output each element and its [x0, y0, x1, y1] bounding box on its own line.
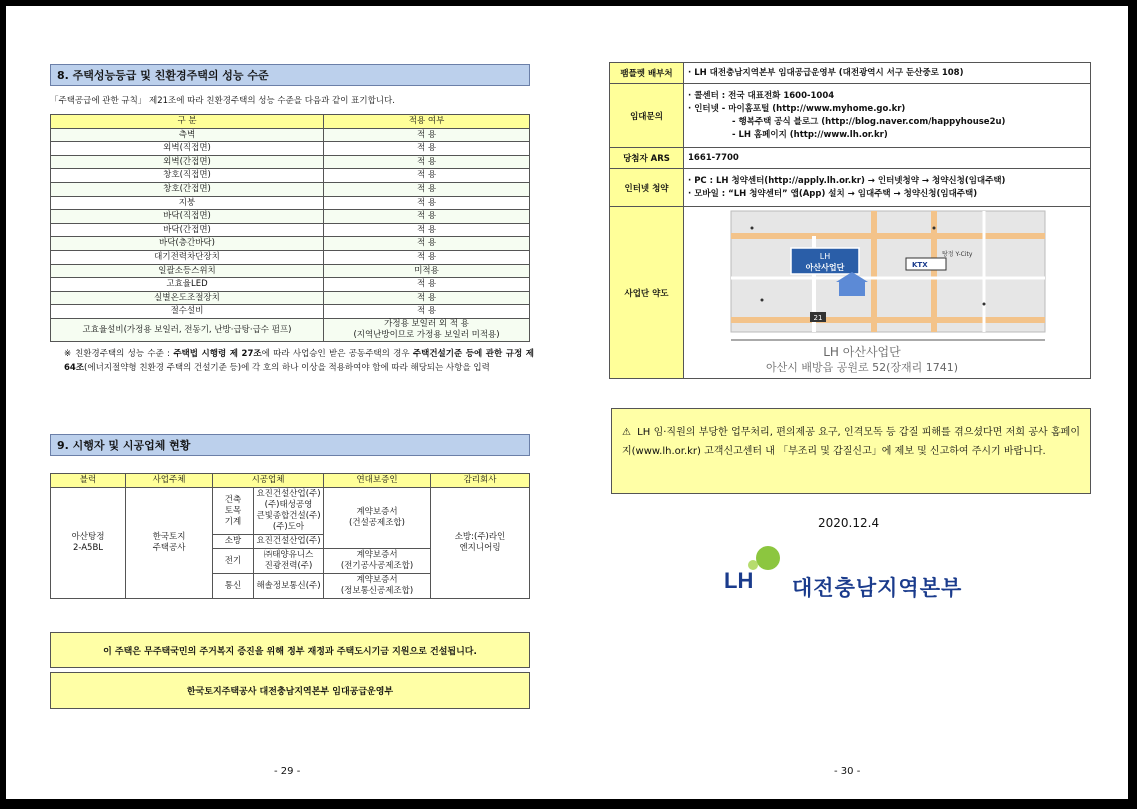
- section-9-header: [50, 434, 530, 456]
- table-row: [51, 210, 530, 224]
- table-row: [51, 223, 530, 237]
- perf-cell-applied: 적 용: [324, 291, 530, 305]
- map-caption-address: 아산시 배방읍 공원로 52(장재리 1741): [765, 360, 959, 374]
- funding-banner-text: 이 주택은 무주택국민의 주거복지 증진을 위해 정부 재정과 주택도시기금 지원으로 건설됩니다.: [103, 646, 477, 657]
- label-inquiry: 임대문의: [610, 84, 684, 148]
- perf-cell-applied: 적 용: [324, 250, 530, 264]
- table-row: [610, 207, 1091, 379]
- guarantor-telecom: [324, 574, 431, 599]
- perf-cell-applied: 미적용: [324, 264, 530, 278]
- perf-cell-category: 고효율LED: [51, 278, 324, 292]
- perf-cell-applied: 적 용: [324, 237, 530, 251]
- guarantor-3b: (전기공사공제조합): [340, 561, 414, 571]
- table-row: [51, 169, 530, 183]
- label-ars: 당첨자 ARS: [610, 148, 684, 169]
- table-row: [51, 237, 530, 251]
- lh-logo-circle-large: [756, 546, 780, 570]
- builder-fire: 요진건설산업(주): [254, 535, 324, 549]
- table-row: [51, 128, 530, 142]
- location-map: [684, 208, 1090, 378]
- value-ars: 1661-7700: [684, 148, 1091, 169]
- cont-header-block: 블럭: [51, 474, 126, 488]
- cont-header-guarantor: 연대보증인: [324, 474, 431, 488]
- table-row: [610, 63, 1091, 84]
- map-ktx-label: KTX: [912, 260, 928, 269]
- performance-table: [50, 114, 530, 342]
- label-pamphlet: 팸플렛 배부처: [610, 63, 684, 84]
- map-badge-lh: LH: [819, 251, 831, 261]
- map-badge-name: 아산사업단: [805, 262, 845, 272]
- perf-note: [64, 347, 534, 375]
- online-mobile: · 모바일 : “LH 청약센터” 앱(App) 설치 → 임대주택 → 청약신청(임대주택): [688, 188, 978, 199]
- builder-2: (주)태성공영: [264, 500, 313, 510]
- note-bold-2: 주택건설기준 등에 관한 규정 제 64조: [64, 349, 534, 373]
- funding-banner: [50, 632, 530, 668]
- map-caption-title: LH 아산사업단: [823, 344, 901, 359]
- section-8-intro: 「주택공급에 관한 규칙」 제21조에 따라 친환경주택의 성능 수준을 다음과 같이 표기합니다.: [50, 96, 395, 106]
- perf-cell-applied: 적 용: [324, 223, 530, 237]
- perf-cell-applied: 적 용: [324, 142, 530, 156]
- owner-cell: [126, 488, 213, 599]
- organization-name: 대전충남지역본부: [792, 576, 963, 600]
- table-row: [51, 142, 530, 156]
- cont-header-owner: 사업주체: [126, 474, 213, 488]
- builder-electric-1: ㈜태양유니스: [263, 550, 314, 560]
- table-row: [51, 264, 530, 278]
- perf-last-value: [324, 318, 530, 341]
- perf-cell-category: 창호(직접면): [51, 169, 324, 183]
- perf-cell-category: 바닥(직접면): [51, 210, 324, 224]
- builder-3: 큰빛종합건설(주): [256, 511, 321, 521]
- perf-cell-category: 바닥(층간바닥): [51, 237, 324, 251]
- table-row: [51, 250, 530, 264]
- supervisor-name-2: 엔지니어링: [459, 543, 501, 553]
- department-banner-text: 한국토지주택공사 대전충남지역본부 임대공급운영부: [186, 687, 394, 697]
- guarantor-4b: (정보통신공제조합): [340, 586, 414, 596]
- perf-cell-category: 대기전력차단장치: [51, 250, 324, 264]
- perf-cell-category: 창호(간접면): [51, 182, 324, 196]
- document-sheet: [6, 6, 1128, 799]
- note-text-2: 에 따라 사업승인 받은 공동주택의 경우: [261, 349, 413, 359]
- perf-cell-category: 바닥(간접면): [51, 223, 324, 237]
- perf-cell-applied: 적 용: [324, 196, 530, 210]
- cat-1b: 토목: [224, 505, 242, 516]
- cont-header-builder: 시공업체: [213, 474, 324, 488]
- inquiry-callcenter: · 콜센터 : 전국 대표전화 1600-1004: [688, 90, 835, 101]
- perf-last-value-1: 가정용 보일러 외 적 용: [384, 318, 469, 329]
- owner-name: 한국토지: [152, 532, 186, 542]
- table-row: [610, 169, 1091, 207]
- table-row: [51, 291, 530, 305]
- note-mark: ※: [64, 349, 72, 359]
- perf-cell-applied: 적 용: [324, 210, 530, 224]
- section-8-header: [50, 64, 530, 86]
- note-text-3: (에너지절약형 친환경 주택의 건설기준 등)에 각 호의 하나 이상을 적용하여야 함에 따라 해당되는 사항을 입력: [84, 363, 490, 373]
- guarantor-1b: (건설공제조합): [349, 518, 405, 528]
- cat-construction: [213, 488, 254, 535]
- section-8-title: 8. 주택성능등급 및 친환경주택의 성능 수준: [57, 69, 269, 82]
- note-text-1: 친환경주택의 성능 수준 :: [75, 349, 174, 359]
- perf-cell-category: 외벽(간접면): [51, 155, 324, 169]
- cat-telecom: 통신: [213, 574, 254, 599]
- supervisor-cell: [431, 488, 530, 599]
- supervisor-name: 소방:(주)라인: [454, 532, 506, 542]
- guarantor-1: 계약보증서: [356, 507, 398, 517]
- builder-electric-2: 진광전력(주): [264, 561, 313, 571]
- perf-header-applied: 적용 여부: [324, 115, 530, 129]
- perf-cell-applied: 적 용: [324, 278, 530, 292]
- map-route-label: 21: [813, 313, 823, 322]
- builder-4: (주)도아: [272, 522, 305, 532]
- table-row: [51, 488, 530, 535]
- label-map: 사업단 약도: [610, 207, 684, 379]
- table-row: [610, 84, 1091, 148]
- perf-cell-category: 실별온도조절장치: [51, 291, 324, 305]
- cat-fire: 소방: [213, 535, 254, 549]
- perf-cell-category: 측벽: [51, 128, 324, 142]
- inquiry-homepage: - LH 홈페이지 (http://www.lh.or.kr): [732, 129, 888, 140]
- label-online: 인터넷 청약: [610, 169, 684, 207]
- lh-logo: [724, 546, 794, 596]
- note-bold-1: 주택법 시행령 제 27조: [173, 349, 262, 359]
- guarantor-4: 계약보증서: [356, 575, 398, 585]
- guarantor-construction: [324, 488, 431, 549]
- lh-logo-text: LH: [724, 568, 754, 593]
- inquiry-myhome: · 인터넷 - 마이홈포털 (http://www.myhome.go.kr): [688, 103, 906, 114]
- section-9-title: 9. 시행자 및 시공업체 현황: [57, 439, 191, 452]
- online-pc: · PC : LH 청약센터(http://apply.lh.or.kr) → 인터넷청약 → 청약신청(임대주택): [688, 175, 1006, 186]
- perf-cell-applied: 적 용: [324, 305, 530, 319]
- builders-construction: [254, 488, 324, 535]
- perf-cell-category: 지붕: [51, 196, 324, 210]
- value-pamphlet: · LH 대전충남지역본부 임대공급운영부 (대전광역시 서구 둔산중로 108): [684, 63, 1091, 84]
- perf-cell-category: 일괄소등스위치: [51, 264, 324, 278]
- perf-last-label: 고효율설비(가정용 보일러, 전동기, 난방·급탕·급수 펌프): [51, 318, 324, 341]
- inquiry-blog: - 행복주택 공식 블로그 (http://blog.naver.com/happyhouse2u): [732, 116, 1006, 127]
- info-table: [609, 62, 1091, 379]
- table-row: [51, 182, 530, 196]
- table-row: [51, 155, 530, 169]
- perf-cell-category: 외벽(직접면): [51, 142, 324, 156]
- map-ycity-label: 탕정 Y-City: [942, 250, 973, 258]
- guarantor-3: 계약보증서: [356, 550, 398, 560]
- warning-box: [611, 408, 1091, 494]
- contractor-table: [50, 473, 530, 599]
- perf-last-value-2: (지역난방이므로 가정용 보일러 미적용): [353, 329, 500, 340]
- department-banner: [50, 672, 530, 709]
- block-cell: [51, 488, 126, 599]
- table-row: [51, 278, 530, 292]
- cat-electric: 전기: [213, 549, 254, 574]
- warning-icon: ⚠: [622, 427, 632, 438]
- map-cell: [684, 207, 1091, 379]
- perf-cell-applied: 적 용: [324, 169, 530, 183]
- table-row: [51, 196, 530, 210]
- perf-cell-category: 절수설비: [51, 305, 324, 319]
- warning-text: LH 임·직원의 부당한 업무처리, 편의제공 요구, 인격모독 등 갑질 피해를 겪으셨다면 저희 공사 홈페이지(www.lh.or.kr) 고객신고센터 내 「부조리 및 갑질신고」에 제보 및 신고하여 주시기 바랍니다.: [622, 427, 1080, 457]
- cont-header-supervisor: 감리회사: [431, 474, 530, 488]
- perf-cell-applied: 적 용: [324, 128, 530, 142]
- block-name: 아산탕정: [71, 532, 105, 542]
- table-row: [610, 148, 1091, 169]
- table-row: [51, 305, 530, 319]
- value-online: [684, 169, 1091, 207]
- builders-electric: [254, 549, 324, 574]
- perf-cell-applied: 적 용: [324, 155, 530, 169]
- issue-date: 2020.12.4: [818, 516, 880, 530]
- perf-header-category: 구 분: [51, 115, 324, 129]
- builder-1: 요진건설산업(주): [256, 489, 321, 499]
- page-number-right: - 30 -: [834, 766, 861, 777]
- builder-telecom: 해솔정보통신(주): [254, 574, 324, 599]
- cat-1c: 기계: [224, 516, 242, 527]
- value-inquiry: [684, 84, 1091, 148]
- owner-name-2: 주택공사: [152, 543, 186, 553]
- page-number-left: - 29 -: [274, 766, 301, 777]
- cat-1a: 건축: [224, 494, 242, 505]
- block-code: 2-A5BL: [72, 543, 104, 553]
- performance-table-body: [51, 128, 530, 318]
- table-row: [51, 318, 530, 341]
- perf-cell-applied: 적 용: [324, 182, 530, 196]
- guarantor-electric: [324, 549, 431, 574]
